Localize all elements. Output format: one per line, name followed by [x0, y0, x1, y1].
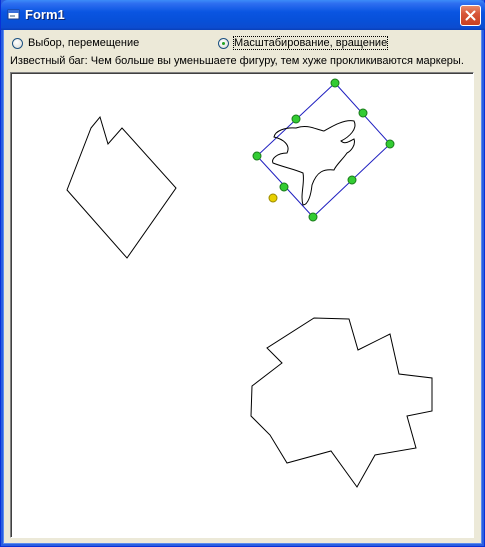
radio-scale-rotate[interactable]: [218, 36, 387, 50]
airplane-shape[interactable]: [273, 121, 355, 205]
resize-handle-top-left[interactable]: [292, 115, 300, 123]
resize-handle-bottom-right[interactable]: [348, 176, 356, 184]
resize-handle-bottom-left[interactable]: [280, 183, 288, 191]
resize-handle-bottom[interactable]: [309, 213, 317, 221]
resize-handle-top[interactable]: [331, 79, 339, 87]
radio-select-move-label: Выбор, перемещение: [28, 37, 140, 49]
title-bar[interactable]: [1, 0, 485, 30]
radio-scale-rotate-label: Масштабирование, вращение: [234, 37, 388, 49]
resize-handle-top-right[interactable]: [359, 109, 367, 117]
known-bug-label: Известный баг: Чем больше вы уменьшаете фигуру, тем хуже прокликиваются маркеры.: [10, 55, 464, 67]
radio-select-move-button[interactable]: [12, 38, 23, 49]
resize-handle-left[interactable]: [253, 152, 261, 160]
rotation-handle[interactable]: [269, 194, 277, 202]
resize-handle-right[interactable]: [386, 140, 394, 148]
app-icon[interactable]: [7, 8, 21, 22]
radio-scale-rotate-button[interactable]: [218, 38, 229, 49]
radio-select-move[interactable]: [12, 36, 139, 50]
star-shape[interactable]: [251, 318, 432, 487]
window-title: Form1: [25, 7, 65, 22]
diamond-shape[interactable]: [67, 117, 176, 258]
canvas-surface: [11, 73, 473, 537]
drawing-canvas[interactable]: [10, 72, 474, 538]
close-button[interactable]: [460, 5, 481, 26]
close-icon: [465, 10, 476, 21]
